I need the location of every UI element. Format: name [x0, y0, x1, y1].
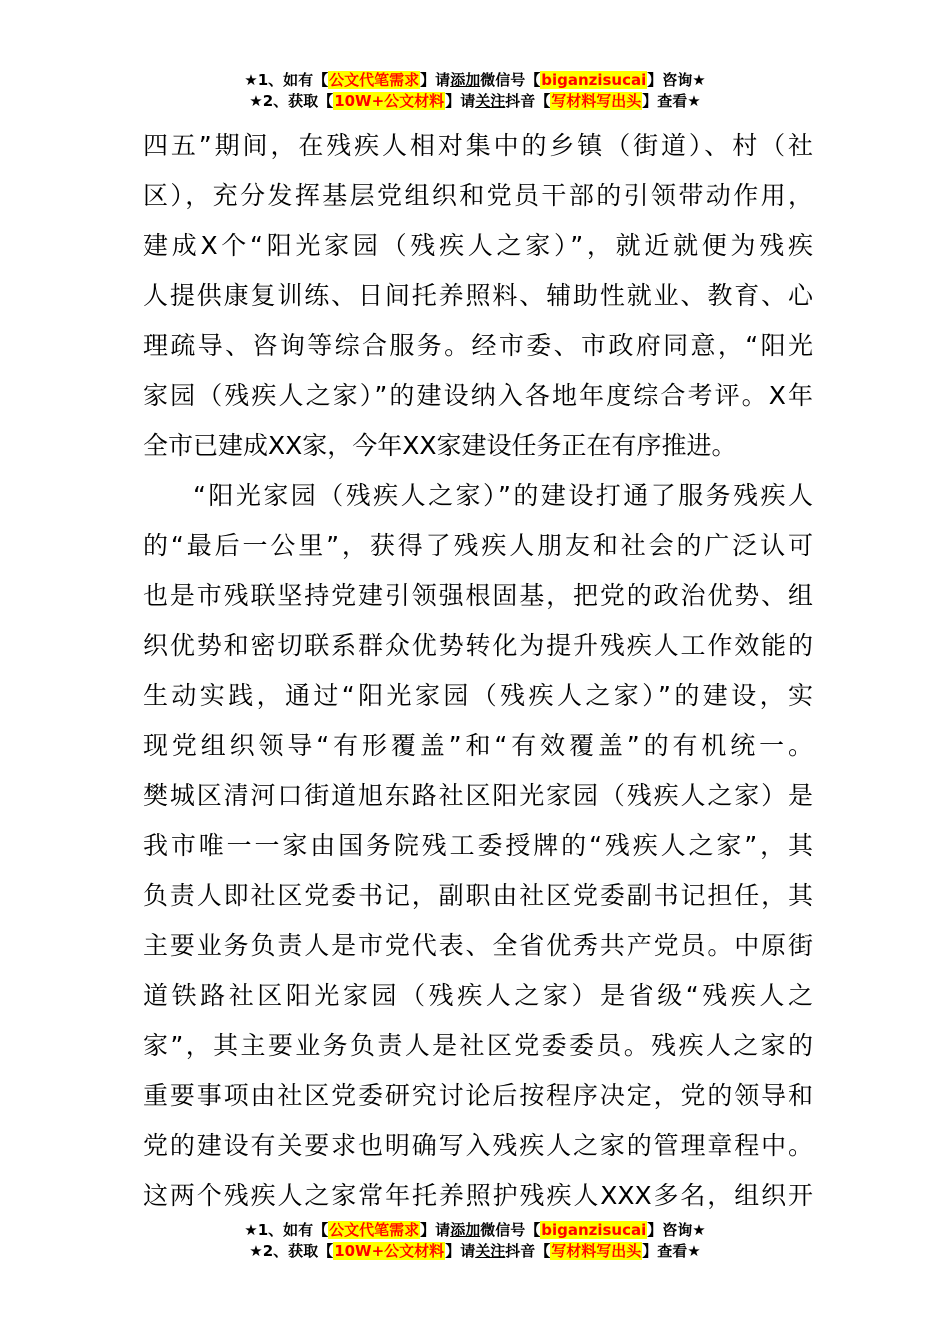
body-line: 樊城区清河口街道旭东路社区阳光家园（残疾人之家）是 [143, 781, 813, 810]
body-line: 全市已建成XX家，今年XX家建设任务正在有序推进。 [143, 431, 737, 460]
banner-2-prefix: ★2、获取【 [249, 1242, 334, 1260]
body-line: 四五”期间，在残疾人相对集中的乡镇（街道）、村（社 [143, 131, 813, 160]
footer-banner [0, 1220, 950, 1262]
banner-2-highlight-material: 10W+公文材料 [334, 92, 445, 110]
banner-1-highlight-service: 公文代笔需求 [329, 71, 420, 89]
banner-1-mid: 】请 [420, 1221, 451, 1239]
banner-1-highlight-service: 公文代笔需求 [329, 1221, 420, 1239]
banner-2-highlight-douyin: 写材料写出头 [551, 1242, 642, 1260]
body-line: 理疏导、咨询等综合服务。经市委、市政府同意，“阳光 [143, 331, 813, 360]
banner-2-mid: 】请 [445, 1242, 476, 1260]
body-line: 党的建设有关要求也明确写入残疾人之家的管理章程中。 [143, 1131, 813, 1160]
banner-1-underlined: 添加 [450, 1221, 481, 1239]
body-line: 我市唯一一家由国务院残工委授牌的“残疾人之家”，其 [143, 831, 813, 860]
banner-1-mid: 】请 [420, 71, 451, 89]
header-banner [0, 70, 950, 112]
banner-2-highlight-douyin: 写材料写出头 [551, 92, 642, 110]
banner-line-2 [0, 91, 950, 112]
banner-line-1 [0, 70, 950, 91]
banner-line-2 [0, 1241, 950, 1262]
banner-1-suffix: 】咨询★ [647, 71, 706, 89]
banner-1-prefix: ★1、如有【 [244, 1221, 329, 1239]
banner-1-highlight-wechat: biganzisucai [541, 1221, 647, 1239]
body-line: “阳光家园（残疾人之家）”的建设打通了服务残疾人 [193, 481, 813, 510]
body-line: 重要事项由社区党委研究讨论后按程序决定，党的领导和 [143, 1081, 813, 1110]
banner-1-prefix: ★1、如有【 [244, 71, 329, 89]
body-line: 家园（残疾人之家）”的建设纳入各地年度综合考评。X年 [143, 381, 813, 410]
banner-2-highlight-material: 10W+公文材料 [334, 1242, 445, 1260]
banner-line-1 [0, 1220, 950, 1241]
body-line: 也是市残联坚持党建引领强根固基，把党的政治优势、组 [143, 581, 813, 610]
banner-1-underlined: 添加 [450, 71, 481, 89]
body-line: 的“最后一公里”，获得了残疾人朋友和社会的广泛认可 [143, 531, 813, 560]
body-line: 生动实践，通过“阳光家园（残疾人之家）”的建设，实 [143, 681, 813, 710]
banner-2-mid2: 抖音【 [505, 1242, 551, 1260]
body-line: 人提供康复训练、日间托养照料、辅助性就业、教育、心 [143, 281, 813, 310]
banner-2-suffix: 】查看★ [642, 92, 701, 110]
body-line: 建成X个“阳光家园（残疾人之家）”，就近就便为残疾 [143, 231, 813, 260]
banner-2-prefix: ★2、获取【 [249, 92, 334, 110]
banner-2-mid: 】请 [445, 92, 476, 110]
banner-2-underlined: 关注 [475, 92, 506, 110]
banner-2-underlined: 关注 [475, 1242, 506, 1260]
body-line: 道铁路社区阳光家园（残疾人之家）是省级“残疾人之 [143, 981, 813, 1010]
banner-1-mid2: 微信号【 [480, 71, 541, 89]
body-line: 现党组织领导“有形覆盖”和“有效覆盖”的有机统一。 [143, 731, 813, 760]
body-line: 负责人即社区党委书记，副职由社区党委副书记担任，其 [143, 881, 813, 910]
banner-1-highlight-wechat: biganzisucai [541, 71, 647, 89]
banner-2-mid2: 抖音【 [505, 92, 551, 110]
document-body [143, 121, 813, 1221]
body-line: 家”，其主要业务负责人是社区党委委员。残疾人之家的 [143, 1031, 813, 1060]
body-line: 主要业务负责人是市党代表、全省优秀共产党员。中原街 [143, 931, 813, 960]
body-line: 区），充分发挥基层党组织和党员干部的引领带动作用， [143, 181, 813, 210]
banner-1-suffix: 】咨询★ [647, 1221, 706, 1239]
banner-1-mid2: 微信号【 [480, 1221, 541, 1239]
banner-2-suffix: 】查看★ [642, 1242, 701, 1260]
body-line: 织优势和密切联系群众优势转化为提升残疾人工作效能的 [143, 631, 813, 660]
body-line: 这两个残疾人之家常年托养照护残疾人XXX多名，组织开 [143, 1181, 813, 1210]
